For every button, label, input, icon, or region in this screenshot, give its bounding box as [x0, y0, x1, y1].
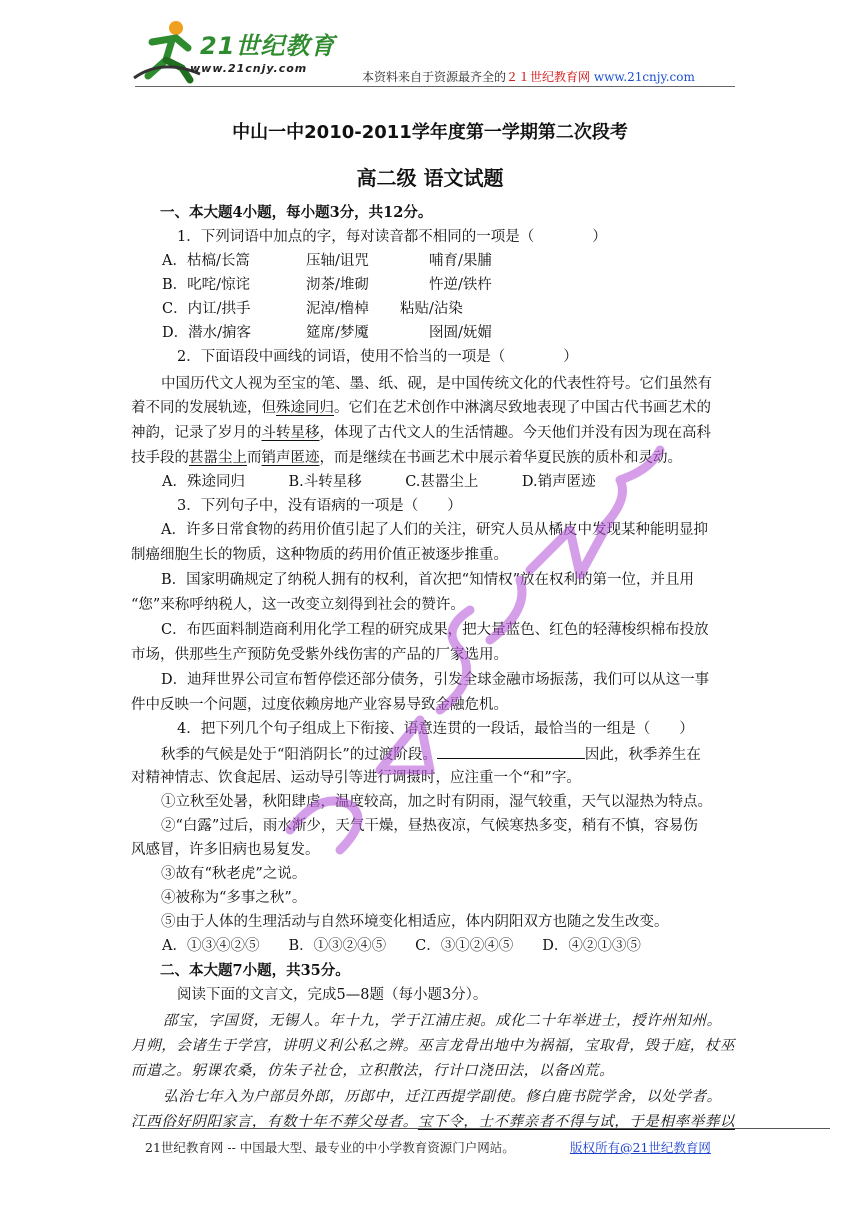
section1-heading: 一、本大题4小题，每小题3分，共12分。 — [160, 204, 433, 221]
q2-line4-post: ，而是继续在书画艺术中展示着华夏民族的质朴和灵动。 — [319, 450, 682, 466]
q4-line1-post: 因此，秋季养生在 — [584, 747, 701, 763]
q4-answer-blank[interactable] — [437, 744, 585, 759]
q3-option-d-line1: D．迪拜世界公司宣布暂停偿还部分债务，引发全球金融市场振荡，我们可以从这一事 — [161, 672, 710, 688]
classical-line5-pre: 江西俗好阴阳家言，有数十年不葬父母者。 — [131, 1114, 418, 1130]
q3-option-c-line1: C．布匹面料制造商利用化学工程的研究成果，把大量蓝色、红色的轻薄梭织棉布投放 — [161, 622, 709, 638]
q4-stem: 4．把下列几个句子组成上下衔接、语意连贯的一段话，最恰当的一组是（ ） — [177, 721, 694, 737]
q3-option-b-line2: “您”来称呼纳税人，这一改变立刻得到社会的赞许。 — [131, 597, 465, 613]
q2-stem: 2．下面语段中画线的词语，使用不恰当的一项是（ ） — [177, 349, 578, 365]
q1-option-a-1: A．枯槁/长篙 — [162, 253, 250, 269]
classical-line2: 月朔，会诸生于学宫，讲明义利公私之辨。巫言龙骨出地中为祸福，宝取骨，毁于庭，杖巫 — [131, 1038, 735, 1054]
classical-line4: 弘治七年入为户部员外郎，历郎中，迁江西提学副使。修白鹿书院学舍，以处学者。 — [163, 1089, 722, 1105]
q2-passage-line3 — [131, 423, 711, 443]
q1-option-b-2: 沏茶/堆砌 — [306, 277, 369, 293]
section2-intro: 阅读下面的文言文，完成5—8题（每小题3分）。 — [177, 987, 488, 1003]
q4-sentence-4: ④被称为“多事之秋”。 — [161, 890, 307, 906]
q3-option-a-line1: A．许多日常食物的药用价值引起了人们的关注，研究人员从橘皮中发现某种能明显抑 — [161, 522, 708, 538]
q2-passage-line4 — [131, 448, 682, 468]
q2-line2-post: 。它们在艺术创作中淋漓尽致地表现了中国古代书画艺术的 — [334, 400, 711, 416]
header-divider — [135, 86, 735, 87]
q4-sentence-2-line2: 风感冒，许多旧病也易复发。 — [131, 842, 320, 858]
q4-line1 — [161, 744, 701, 765]
q3-option-a-line2: 制癌细胞生长的物质，这种物质的药用价值正被逐步推重。 — [131, 547, 508, 563]
q2-underline-1: 殊途同归 — [276, 400, 334, 416]
q3-option-c-line2: 市场，供那些生产预防免受紫外线伤害的产品的厂家选用。 — [131, 647, 508, 663]
q4-sentence-2-line1: ②“白露”过后，雨水渐少，天气干燥，昼热夜凉，气候寒热多变，稍有不慎，容易伤 — [161, 818, 698, 834]
q2-line4-mid: 而 — [247, 450, 262, 466]
q1-option-c-1: C．内讧/拱手 — [162, 301, 251, 317]
q2-underline-4: 销声匿迹 — [261, 450, 320, 466]
footer-site-description: 21世纪教育网 -- 中国最大型、最专业的中小学教育资源门户网站。 — [145, 1140, 515, 1155]
classical-underlined-sentence: 宝下令，士不葬亲者不得与试，于是相率举葬以 — [417, 1114, 736, 1130]
classical-line5 — [131, 1112, 735, 1132]
exam-title: 中山一中2010-2011学年度第一学期第二次段考 — [232, 122, 628, 143]
header-note — [362, 68, 695, 85]
q2-line4-pre: 技手段的 — [131, 450, 189, 466]
classical-line1: 邵宝，字国贤，无锡人。年十九，学于江浦庄昶。成化二十年举进士，授许州知州。 — [163, 1013, 722, 1029]
q1-option-d-2: 筵席/梦魇 — [306, 325, 369, 341]
q1-option-d-3: 囹圄/妩媚 — [429, 325, 492, 341]
q2-line3-post: ，体现了古代文人的生活情趣。今天他们并没有因为现在高科 — [319, 425, 711, 441]
exam-subtitle: 高二级 语文试题 — [356, 166, 504, 190]
header-brand-link[interactable]: ２１世纪教育网 — [506, 70, 591, 84]
q2-line3-pre: 神韵，记录了岁月的 — [131, 425, 262, 441]
q4-line1-pre: 秋季的气候是处于“阳消阴长”的过渡阶段。 — [161, 747, 437, 763]
q3-option-b-line1: B．国家明确规定了纳税人拥有的权利，首次把“知情权”放在权利的第一位，并且用 — [161, 572, 694, 588]
logo-wordmark: 21世纪教育 — [200, 32, 336, 60]
q2-line2-pre: 着不同的发展轨迹，但 — [131, 400, 276, 416]
q1-option-b-1: B．叱咤/惊诧 — [162, 277, 251, 293]
q2-passage-line1: 中国历代文人视为至宝的笔、墨、纸、砚，是中国传统文化的代表性符号。它们虽然有 — [161, 376, 712, 392]
q1-option-a-3: 哺育/果脯 — [429, 253, 492, 269]
footer-divider — [140, 1128, 830, 1129]
q1-option-b-3: 忤逆/铁杵 — [429, 277, 492, 293]
q1-stem: 1．下列词语中加点的字，每对读音都不相同的一项是（ ） — [177, 229, 607, 245]
q3-option-d-line2: 件中反映一个问题，过度依赖房地产业容易导致金融危机。 — [131, 697, 508, 713]
q4-options: A．①③④②⑤ B．①③②④⑤ C．③①②④⑤ D．④②①③⑤ — [162, 938, 641, 954]
classical-line3: 而遣之。躬课农桑，仿朱子社仓，立积散法，行计口浇田法，以备凶荒。 — [131, 1063, 615, 1079]
q2-passage-line2 — [131, 398, 711, 418]
q4-sentence-1: ①立秋至处暑，秋阳肆虐，温度较高，加之时有阴雨，湿气较重，天气以湿热为特点。 — [161, 794, 712, 810]
q1-option-a-2: 压轴/诅咒 — [306, 253, 369, 269]
q1-option-d-1: D．潜水/掮客 — [162, 325, 252, 341]
footer-copyright-link[interactable]: 版权所有@21世纪教育网 — [570, 1140, 711, 1155]
q4-sentence-3: ③故有“秋老虎”之说。 — [161, 866, 307, 882]
q2-options: A．殊途同归 B.斗转星移 C.甚嚣尘上 D.销声匿迹 — [162, 474, 596, 490]
header-note-prefix: 本资料来自于资源最齐全的 — [362, 70, 507, 84]
q2-underline-3: 甚嚣尘上 — [189, 450, 247, 466]
q1-option-c-3: 粘贴/沾染 — [400, 301, 463, 317]
q2-underline-2: 斗转星移 — [261, 425, 320, 441]
section2-heading: 二、本大题7小题，共35分。 — [160, 962, 350, 979]
logo-url: www.21cnjy.com — [190, 62, 308, 75]
q4-line2: 对精神情志、饮食起居、运动导引等进行调摄时，应注重一个“和”字。 — [131, 770, 581, 786]
q1-option-c-2: 泥淖/橹棹 — [306, 301, 369, 317]
header-url-link[interactable]: www.21cnjy.com — [593, 70, 695, 84]
q4-sentence-5: ⑤由于人体的生理活动与自然环境变化相适应，体内阴阳双方也随之发生改变。 — [161, 914, 669, 930]
q3-stem: 3．下列句子中，没有语病的一项是（ ） — [177, 498, 462, 514]
